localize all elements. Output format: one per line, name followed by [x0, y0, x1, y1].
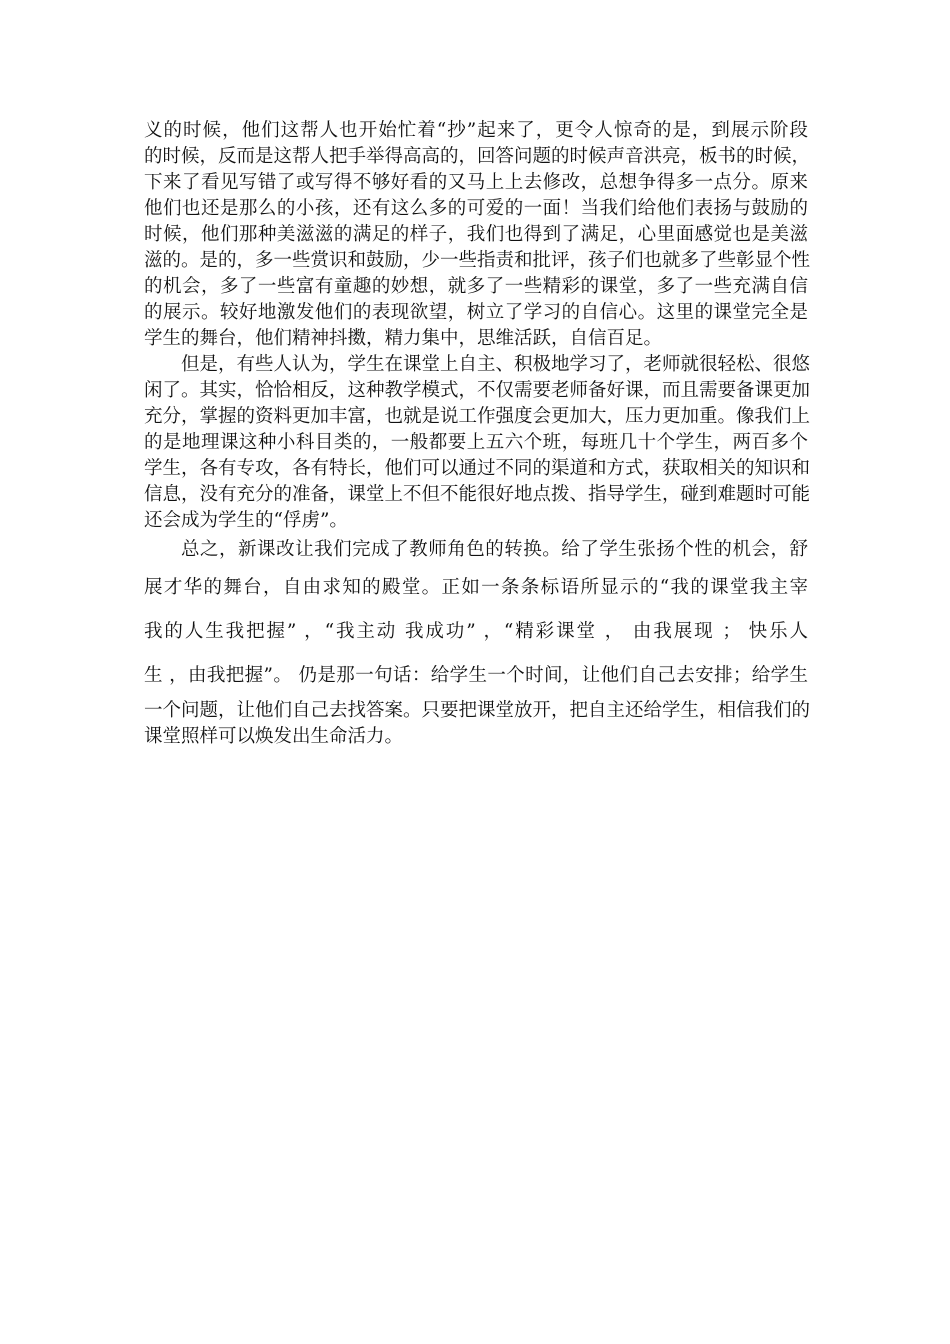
text-line: 一个问题，让他们自己去找答案。只要把课堂放开，把自主还给学生，相信我们的	[144, 700, 811, 721]
text-line: 下来了看见写错了或写得不够好看的又马上上去修改，总想争得多一点分。原来	[144, 172, 808, 193]
text-line: 的是地理课这种小科目类的，一般都要上五六个班，每班几十个学生，两百多个	[144, 432, 808, 453]
text-line: 我的人生我把握” ，“我主动 我成功” ，“精彩课堂 ， 由我展现 ； 快乐人	[144, 621, 808, 642]
text-line: 但是，有些人认为，学生在课堂上自主、积极地学习了，老师就很轻松、很悠	[181, 354, 811, 375]
text-line: 课堂照样可以焕发出生命活力。	[144, 726, 404, 747]
text-line: 信息，没有充分的准备，课堂上不但不能很好地点拨、指导学生，碰到难题时可能	[144, 484, 811, 505]
text-line: 还会成为学生的“俘虏”。	[144, 510, 348, 531]
text-line: 他们也还是那么的小孩，还有这么多的可爱的一面！当我们给他们表扬与鼓励的	[144, 198, 808, 219]
text-line: 展才华的舞台，自由求知的殿堂。正如一条条标语所显示的“我的课堂我主宰	[144, 577, 808, 598]
text-line: 的时候，反而是这帮人把手举得高高的，回答问题的时候声音洪亮，板书的时候，	[144, 146, 811, 167]
text-line: 的机会，多了一些富有童趣的妙想，就多了一些精彩的课堂，多了一些充满自信	[144, 276, 808, 297]
text-line: 学生，各有专攻，各有特长，他们可以通过不同的渠道和方式，获取相关的知识和	[144, 458, 811, 479]
text-line: 的展示。较好地激发他们的表现欲望，树立了学习的自信心。这里的课堂完全是	[144, 302, 808, 323]
text-line: 义的时候，他们这帮人也开始忙着“抄”起来了，更令人惊奇的是，到展示阶段	[144, 120, 808, 141]
text-line: 时候，他们那种美滋滋的满足的样子，我们也得到了满足，心里面感觉也是美滋	[144, 224, 808, 245]
text-line: 学生的舞台，他们精神抖擞，精力集中，思维活跃，自信百足。	[144, 328, 663, 349]
text-line: 生 ，由我把握”。 仍是那一句话：给学生一个时间，让他们自己去安排；给学生	[144, 665, 808, 686]
text-line: 总之，新课改让我们完成了教师角色的转换。给了学生张扬个性的机会，舒	[181, 539, 808, 560]
text-line: 闲了。其实，恰恰相反，这种教学模式，不仅需要老师备好课，而且需要备课更加	[144, 380, 811, 401]
text-line: 充分，掌握的资料更加丰富，也就是说工作强度会更加大，压力更加重。像我们上	[144, 406, 811, 427]
text-line: 滋的。是的，多一些赏识和鼓励，少一些指责和批评，孩子们也就多了些彰显个性	[144, 250, 811, 271]
document-body	[144, 118, 811, 750]
